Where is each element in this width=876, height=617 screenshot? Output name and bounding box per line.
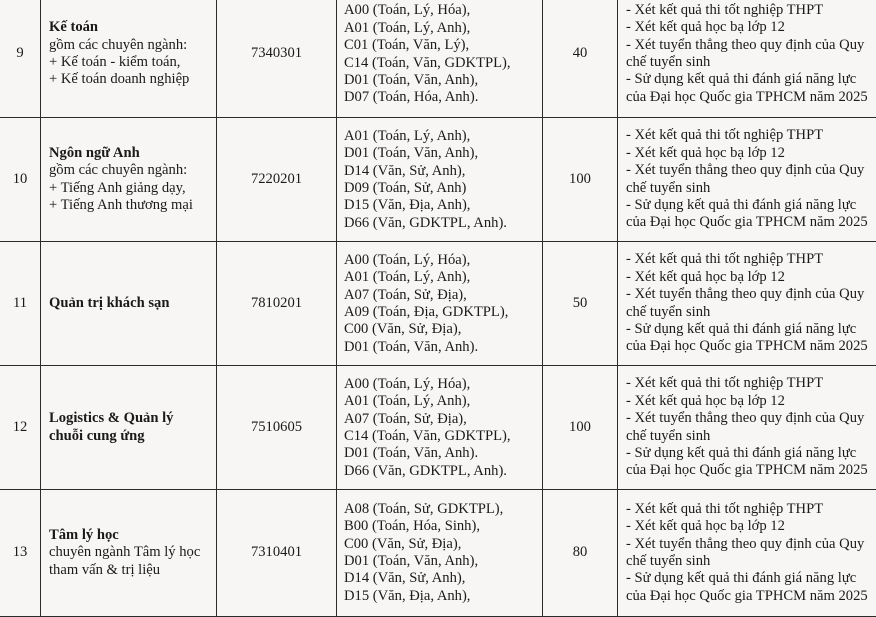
specialization: + Tiếng Anh thương mại xyxy=(49,197,216,214)
combo-item: D01 (Toán, Văn, Anh). xyxy=(344,339,542,356)
major-title-line: chuỗi cung ứng xyxy=(49,428,216,445)
method-line: - Xét kết quả thi tốt nghiệp THPT xyxy=(626,127,876,144)
combo-item: D01 (Toán, Văn, Anh), xyxy=(344,553,542,570)
combo-item: D15 (Văn, Địa, Anh), xyxy=(344,197,542,214)
quota: 50 xyxy=(543,242,618,366)
method-line: - Sử dụng kết quả thi đánh giá năng lực xyxy=(626,71,876,88)
major-cell xyxy=(41,118,217,242)
major-cell xyxy=(41,0,217,118)
method-line: - Xét kết quả học bạ lớp 12 xyxy=(626,269,876,286)
method-line: chế tuyển sinh xyxy=(626,428,876,445)
combo-item: A09 (Toán, Địa, GDKTPL), xyxy=(344,304,542,321)
method-line: chế tuyển sinh xyxy=(626,553,876,570)
method-line: - Xét kết quả thi tốt nghiệp THPT xyxy=(626,2,876,19)
specialization: + Kế toán doanh nghiệp xyxy=(49,71,216,88)
major-code: 7220201 xyxy=(217,118,337,242)
row-number: 12 xyxy=(0,366,41,490)
combo-item: A07 (Toán, Sử, Địa), xyxy=(344,287,542,304)
table-row xyxy=(0,242,876,366)
major-subtitle: chuyên ngành Tâm lý học xyxy=(49,544,216,561)
method-line: chế tuyển sinh xyxy=(626,54,876,71)
combo-item: A01 (Toán, Lý, Anh), xyxy=(344,393,542,410)
subject-combos xyxy=(337,0,543,118)
table-row xyxy=(0,366,876,490)
method-line: - Xét tuyển thẳng theo quy định của Quy xyxy=(626,162,876,179)
row-number: 13 xyxy=(0,490,41,617)
combo-item: D66 (Văn, GDKTPL, Anh). xyxy=(344,463,542,480)
method-line: của Đại học Quốc gia TPHCM năm 2025 xyxy=(626,338,876,355)
quota: 100 xyxy=(543,118,618,242)
combo-item: C00 (Văn, Sử, Địa), xyxy=(344,536,542,553)
combo-item: D09 (Toán, Sử, Anh) xyxy=(344,180,542,197)
major-cell xyxy=(41,490,217,617)
major-title: Kế toán xyxy=(49,19,216,36)
combo-item: C00 (Văn, Sử, Địa), xyxy=(344,321,542,338)
row-number: 11 xyxy=(0,242,41,366)
method-line: của Đại học Quốc gia TPHCM năm 2025 xyxy=(626,89,876,106)
table-row xyxy=(0,0,876,118)
method-line: - Sử dụng kết quả thi đánh giá năng lực xyxy=(626,321,876,338)
table-row xyxy=(0,118,876,242)
major-title: Ngôn ngữ Anh xyxy=(49,145,216,162)
combo-item: D01 (Toán, Văn, Anh), xyxy=(344,145,542,162)
table-row xyxy=(0,490,876,617)
combo-item: A00 (Toán, Lý, Hóa), xyxy=(344,376,542,393)
major-cell xyxy=(41,242,217,366)
subject-combos xyxy=(337,490,543,617)
method-line: - Xét kết quả học bạ lớp 12 xyxy=(626,145,876,162)
combo-item: C14 (Toán, Văn, GDKTPL), xyxy=(344,428,542,445)
method-line: - Xét kết quả học bạ lớp 12 xyxy=(626,19,876,36)
combo-item: A01 (Toán, Lý, Anh), xyxy=(344,20,542,37)
admission-methods xyxy=(618,118,876,242)
major-title: Quản trị khách sạn xyxy=(49,295,216,312)
major-code: 7810201 xyxy=(217,242,337,366)
combo-item: D14 (Văn, Sử, Anh), xyxy=(344,163,542,180)
combo-item: C14 (Toán, Văn, GDKTPL), xyxy=(344,55,542,72)
method-line: - Xét kết quả học bạ lớp 12 xyxy=(626,393,876,410)
combo-item: D01 (Toán, Văn, Anh). xyxy=(344,445,542,462)
admission-methods xyxy=(618,366,876,490)
major-cell xyxy=(41,366,217,490)
row-number: 10 xyxy=(0,118,41,242)
combo-item: A07 (Toán, Sử, Địa), xyxy=(344,411,542,428)
subject-combos xyxy=(337,118,543,242)
combo-item: A01 (Toán, Lý, Anh), xyxy=(344,269,542,286)
quota: 80 xyxy=(543,490,618,617)
admission-methods xyxy=(618,242,876,366)
method-line: - Xét kết quả thi tốt nghiệp THPT xyxy=(626,375,876,392)
combo-item: D14 (Văn, Sử, Anh), xyxy=(344,570,542,587)
major-code: 7340301 xyxy=(217,0,337,118)
method-line: - Xét tuyển thẳng theo quy định của Quy xyxy=(626,286,876,303)
method-line: - Xét kết quả thi tốt nghiệp THPT xyxy=(626,501,876,518)
admission-methods xyxy=(618,490,876,617)
combo-item: B00 (Toán, Hóa, Sinh), xyxy=(344,518,542,535)
row-number: 9 xyxy=(0,0,41,118)
major-subtitle: gồm các chuyên ngành: xyxy=(49,37,216,54)
major-code: 7310401 xyxy=(217,490,337,617)
method-line: - Xét kết quả học bạ lớp 12 xyxy=(626,518,876,535)
combo-item: D01 (Toán, Văn, Anh), xyxy=(344,72,542,89)
subject-combos xyxy=(337,242,543,366)
method-line: của Đại học Quốc gia TPHCM năm 2025 xyxy=(626,588,876,605)
method-line: - Xét tuyển thẳng theo quy định của Quy xyxy=(626,37,876,54)
method-line: chế tuyển sinh xyxy=(626,304,876,321)
major-subtitle: gồm các chuyên ngành: xyxy=(49,162,216,179)
method-line: chế tuyển sinh xyxy=(626,180,876,197)
quota: 100 xyxy=(543,366,618,490)
method-line: của Đại học Quốc gia TPHCM năm 2025 xyxy=(626,462,876,479)
combo-item: A08 (Toán, Sử, GDKTPL), xyxy=(344,501,542,518)
combo-item: D66 (Văn, GDKTPL, Anh). xyxy=(344,215,542,232)
combo-item: D15 (Văn, Địa, Anh), xyxy=(344,588,542,605)
method-line: - Xét tuyển thẳng theo quy định của Quy xyxy=(626,536,876,553)
method-line: - Sử dụng kết quả thi đánh giá năng lực xyxy=(626,445,876,462)
method-line: - Xét tuyển thẳng theo quy định của Quy xyxy=(626,410,876,427)
method-line: của Đại học Quốc gia TPHCM năm 2025 xyxy=(626,214,876,231)
method-line: - Xét kết quả thi tốt nghiệp THPT xyxy=(626,251,876,268)
quota: 40 xyxy=(543,0,618,118)
combo-item: A00 (Toán, Lý, Hóa), xyxy=(344,252,542,269)
specialization: + Tiếng Anh giảng dạy, xyxy=(49,180,216,197)
combo-item: A01 (Toán, Lý, Anh), xyxy=(344,128,542,145)
specialization: + Kế toán - kiểm toán, xyxy=(49,54,216,71)
major-title-line: Logistics & Quản lý xyxy=(49,410,216,427)
combo-item: D07 (Toán, Hóa, Anh). xyxy=(344,89,542,106)
major-title: Tâm lý học xyxy=(49,527,216,544)
combo-item: C01 (Toán, Văn, Lý), xyxy=(344,37,542,54)
major-code: 7510605 xyxy=(217,366,337,490)
combo-item: A00 (Toán, Lý, Hóa), xyxy=(344,2,542,19)
method-line: - Sử dụng kết quả thi đánh giá năng lực xyxy=(626,197,876,214)
subject-combos xyxy=(337,366,543,490)
specialization: tham vấn & trị liệu xyxy=(49,562,216,579)
method-line: - Sử dụng kết quả thi đánh giá năng lực xyxy=(626,570,876,587)
admission-methods xyxy=(618,0,876,118)
